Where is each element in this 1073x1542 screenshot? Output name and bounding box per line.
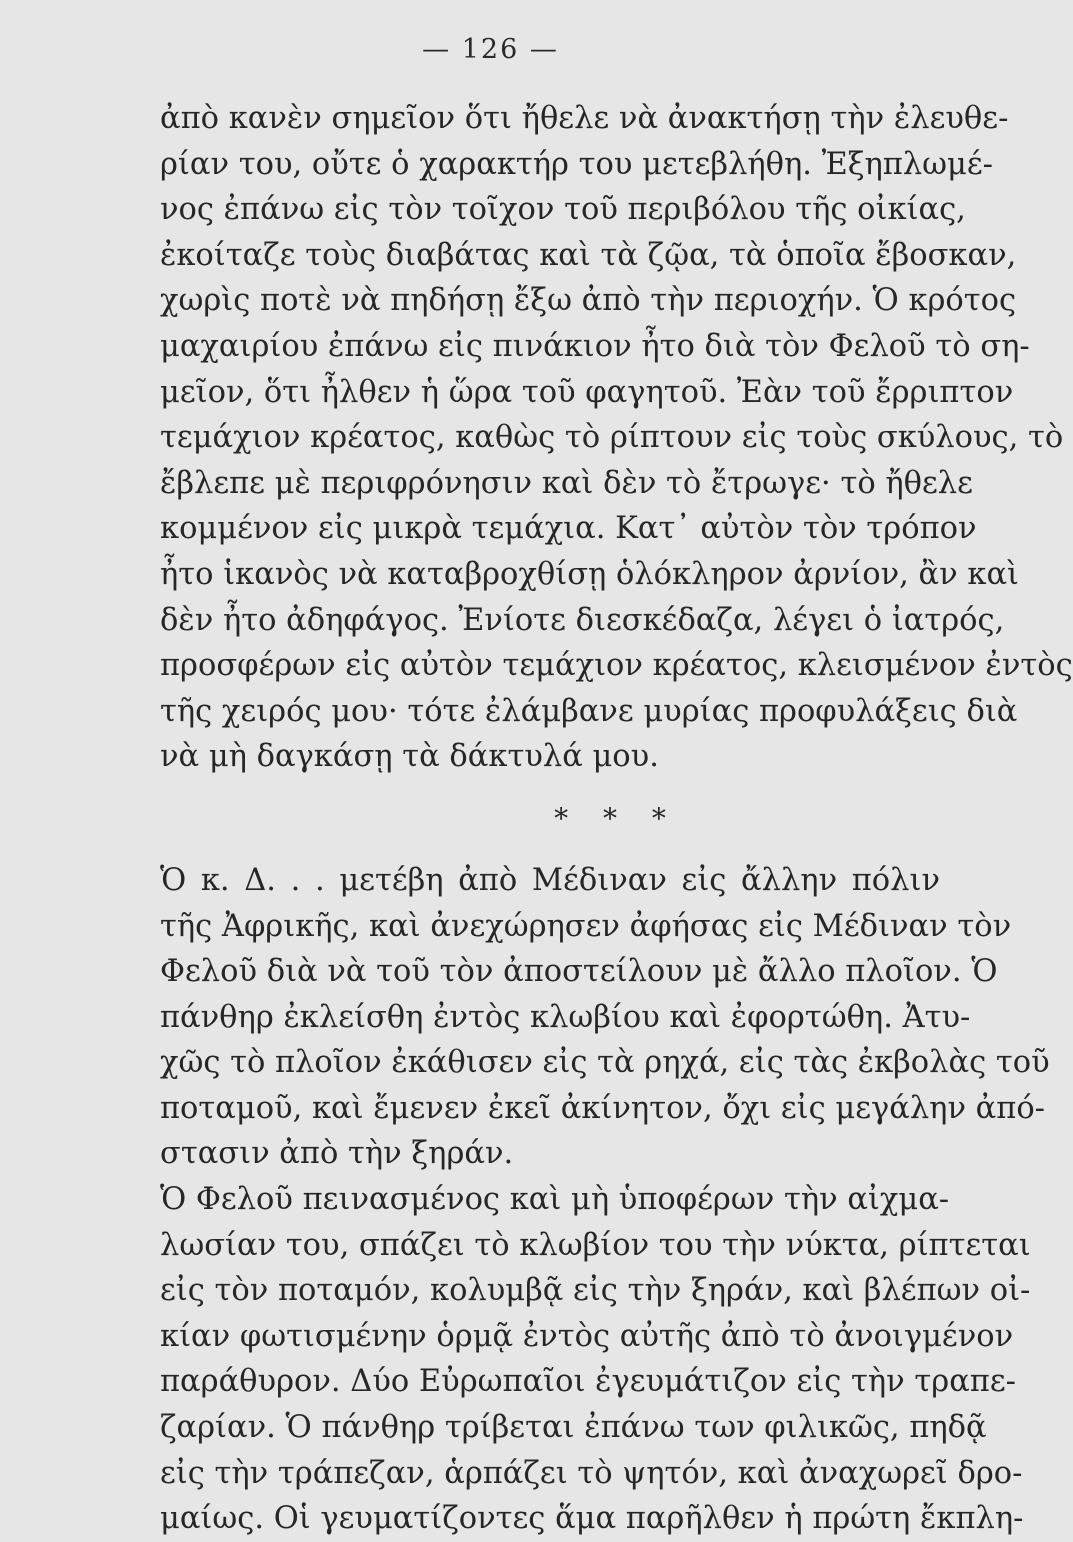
text-line: τεμάχιον κρέατος, καθὼς τὸ ρίπτουν εἰς τοὺς σκύλους, τὸ (160, 420, 1064, 456)
section-separator: * * * (554, 801, 666, 835)
text-line: εἰς τὸν ποταμόν, κολυμβᾷ εἰς τὴν ξηράν, καὶ βλέπων οἰ- (160, 1273, 1031, 1309)
page-number: — 126 — (422, 34, 559, 65)
text-line: τῆς χειρός μου· τότε ἐλάμβανε μυρίας προφυλάξεις διὰ (160, 693, 1018, 729)
text-line: Ὁ Φελοῦ πεινασμένος καὶ μὴ ὑποφέρων τὴν αἰχμα- (160, 1182, 950, 1218)
text-line: στασιν ἀπὸ τὴν ξηράν. (160, 1136, 514, 1172)
text-line: ζαρίαν. Ὁ πάνθηρ τρίβεται ἐπάνω των φιλικῶς, πηδᾷ (160, 1410, 987, 1446)
text-line: εἰς τὴν τράπεζαν, ἁρπάζει τὸ ψητόν, καὶ ἀναχωρεῖ δρο- (160, 1455, 1023, 1491)
text-line: τῆς Ἀφρικῆς, καὶ ἀνεχώρησεν ἀφήσας εἰς Μέδιναν τὸν (160, 908, 1012, 944)
text-line: μαίως. Οἱ γευματίζοντες ἅμα παρῆλθεν ἡ πρώτη ἔκπλη- (160, 1501, 1024, 1537)
body-text (160, 96, 1073, 1542)
text-line: μαχαιρίου ἐπάνω εἰς πινάκιον ἦτο διὰ τὸν Φελοῦ τὸ ση- (160, 328, 1030, 364)
text-line: ρίαν του, οὔτε ὁ χαρακτήρ του μετεβλήθη. Ἐξηπλωμέ- (160, 146, 993, 182)
paragraph-3 (160, 1177, 1031, 1542)
text-line: ἦτο ἱκανὸς νὰ καταβροχθίσῃ ὁλόκληρον ἀρνίον, ἂν καὶ (160, 556, 1020, 592)
text-line: χῶς τὸ πλοῖον ἐκάθισεν εἰς τὰ ρηχά, εἰς τὰς ἐκβολὰς τοῦ (160, 1045, 1050, 1081)
text-line: δὲν ἦτο ἀδηφάγος. Ἐνίοτε διεσκέδαζα, λέγει ὁ ἰατρός, (160, 602, 1005, 638)
paragraph-1 (160, 96, 1073, 780)
text-line: νος ἐπάνω εἰς τὸν τοῖχον τοῦ περιβόλου τῆς οἰκίας, (160, 192, 966, 228)
text-line: προσφέρων εἰς αὐτὸν τεμάχιον κρέατος, κλεισμένον ἐντὸς (160, 648, 1073, 684)
text-line: ἀπὸ κανὲν σημεῖον ὅτι ἤθελε νὰ ἀνακτήσῃ τὴν ἐλευθε- (160, 101, 1009, 136)
text-line: κομμένον εἰς μικρὰ τεμάχια. Κατ᾽ αὐτὸν τὸν τρόπον (160, 511, 977, 547)
text-line: ἐκοίταζε τοὺς διαβάτας καὶ τὰ ζῷα, τὰ ὁποῖα ἔβοσκαν, (160, 237, 1017, 273)
text-line: νὰ μὴ δαγκάσῃ τὰ δάκτυλά μου. (160, 739, 659, 775)
text-line: πάνθηρ ἐκλείσθη ἐντὸς κλωβίου καὶ ἐφορτώθη. Ἀτυ- (160, 999, 971, 1035)
text-line: ἔβλεπε μὲ περιφρόνησιν καὶ δὲν τὸ ἔτρωγε· τὸ ἤθελε (160, 465, 973, 501)
text-line: Ὁ κ. Δ. . . μετέβη ἀπὸ Μέδιναν εἰς ἄλλην πόλιν (160, 862, 940, 898)
text-line: παράθυρον. Δύο Εὐρωπαῖοι ἐγευμάτιζον εἰς τὴν τραπε- (160, 1364, 1016, 1400)
text-line: μεῖον, ὅτι ἦλθεν ἡ ὥρα τοῦ φαγητοῦ. Ἐὰν τοῦ ἔρριπτον (160, 374, 1014, 410)
text-line: κίαν φωτισμένην ὁρμᾷ ἐντὸς αὐτῆς ἀπὸ τὸ ἀνοιγμένον (160, 1318, 1014, 1354)
text-line: Φελοῦ διὰ νὰ τοῦ τὸν ἀποστείλουν μὲ ἄλλο πλοῖον. Ὁ (160, 954, 998, 990)
text-line: λωσίαν του, σπάζει τὸ κλωβίον του τὴν νύκτα, ρίπτεται (160, 1227, 1031, 1263)
text-line: ποταμοῦ, καὶ ἔμενεν ἐκεῖ ἀκίνητον, ὄχι εἰς μεγάλην ἀπό- (160, 1090, 1045, 1126)
text-line: χωρὶς ποτὲ νὰ πηδήσῃ ἔξω ἀπὸ τὴν περιοχήν. Ὁ κρότος (160, 283, 1017, 319)
paragraph-2 (160, 858, 1050, 1177)
